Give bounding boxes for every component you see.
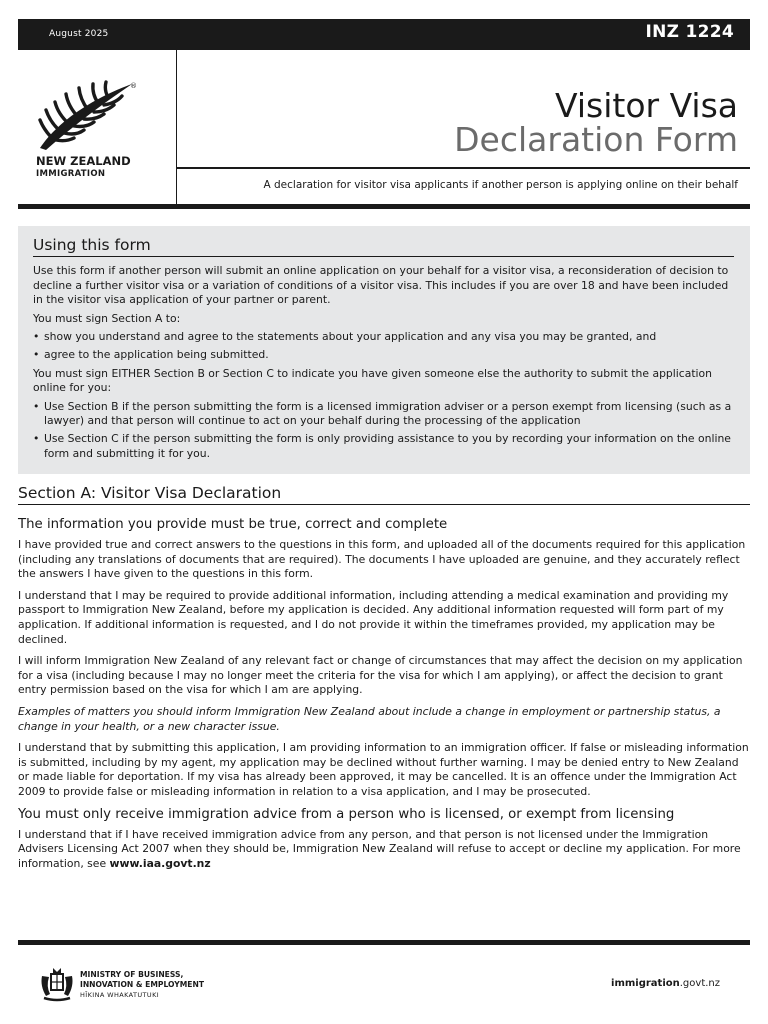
section-a-subheading-licensed-advice: You must only receive immigration advice from a person who is licensed, or exempt from licensing bbox=[18, 806, 675, 822]
logo-text-new-zealand: NEW ZEALAND bbox=[36, 154, 131, 168]
mbie-line-3: HĪKINA WHAKATUTUKI bbox=[80, 991, 160, 999]
using-form-heading: Using this form bbox=[33, 236, 734, 257]
list-item: • show you understand and agree to the statements about your application and any visa you may be granted, and bbox=[33, 330, 734, 345]
coat-of-arms-icon bbox=[38, 966, 76, 1002]
section-bc-bullets bbox=[33, 400, 734, 461]
footer-url-rest: .govt.nz bbox=[679, 978, 720, 989]
section-a-subheading-true-info: The information you provide must be true, correct and complete bbox=[18, 517, 448, 532]
header-bottom-rule bbox=[18, 204, 750, 209]
using-form-intro: Use this form if another person will submit an online application on your behalf for a visitor visa, a reconsideration of decision to decline a further visitor visa or a variation of conditions of a visitor visa. This includes if you are over 18 and have been included in the visitor visa application of your partner or parent. bbox=[33, 264, 729, 307]
section-a-bullets bbox=[33, 330, 734, 362]
form-description: A declaration for visitor visa applicants if another person is applying online on their behalf bbox=[263, 179, 738, 191]
declaration-paragraph-5: I understand that by submitting this application, I am providing information to an immigration officer. If false or misleading information is submitted, including by my agent, my application may be declined without further warning. I may be denied entry to New Zealand or made liable for deportation. If my visa has already been approved, it may be cancelled. It is an offence under the Immigration Act 2009 to provide false or misleading information in relation to a visa application, and I may be prosecuted. bbox=[18, 741, 749, 798]
form-date: August 2025 bbox=[49, 29, 109, 39]
form-number: INZ 1224 bbox=[645, 22, 734, 42]
mbie-logo-text bbox=[80, 970, 204, 1000]
list-item: • agree to the application being submitted. bbox=[33, 348, 734, 363]
declaration-paragraph-3: I will inform Immigration New Zealand of any relevant fact or change of circumstances that may affect the decision on my application for a visa (including because I may no longer meet the criteria for the visa for which I am applying), or affect the decision to grant entry permission based on the visa for which I am are applying. bbox=[18, 654, 743, 697]
mbie-line-1: MINISTRY OF BUSINESS, bbox=[80, 970, 184, 979]
iaa-link[interactable]: www.iaa.govt.nz bbox=[109, 856, 211, 870]
header-divider bbox=[176, 50, 177, 205]
page-title: Visitor Visa bbox=[555, 86, 738, 125]
using-this-form-box bbox=[18, 226, 750, 474]
licensing-text: I understand that if I have received immigration advice from any person, and that person is not licensed under the Immigration Advisers Licensing Act 2007 when they should be, Immigration New Zealand will refuse to accept or decline my application. For more information, see bbox=[18, 827, 741, 870]
declaration-examples: Examples of matters you should inform Immigration New Zealand about include a change in employment or partnership status, a change in your health, or a new character issue. bbox=[18, 704, 721, 733]
sign-section-bc-text: You must sign EITHER Section B or Section C to indicate you have given someone else the authority to submit the application online for you: bbox=[33, 366, 713, 395]
footer-rule bbox=[18, 940, 750, 945]
footer-url-bold: immigration bbox=[611, 978, 680, 989]
nz-immigration-logo bbox=[36, 80, 146, 190]
section-a bbox=[18, 484, 750, 878]
trademark-symbol: ® bbox=[130, 82, 137, 90]
declaration-paragraph-1: I have provided true and correct answers to the questions in this form, and uploaded all of the documents required for this application (including any translations of documents that are required). The documents I have uploaded are genuine, and they accurately reflect the answers I have given to the questions in this form. bbox=[18, 538, 746, 581]
list-item: • Use Section B if the person submitting the form is a licensed immigration adviser or a person exempt from licensing (such as a lawyer) and that person will continue to act on your behalf during the processing of the application bbox=[33, 400, 734, 429]
page-subtitle-title: Declaration Form bbox=[454, 120, 738, 159]
header-bar bbox=[18, 19, 750, 50]
sign-section-a-text: You must sign Section A to: bbox=[33, 311, 181, 325]
title-rule bbox=[177, 167, 750, 169]
silver-fern-icon bbox=[36, 80, 136, 152]
declaration-paragraph-6 bbox=[18, 828, 750, 872]
mbie-line-2: INNOVATION & EMPLOYMENT bbox=[80, 980, 205, 989]
list-item: • Use Section C if the person submitting the form is only providing assistance to you by recording your information on the online form and submitting it for you. bbox=[33, 432, 734, 461]
footer-website-link[interactable] bbox=[611, 978, 720, 989]
declaration-paragraph-2: I understand that I may be required to provide additional information, including attending a medical examination and providing my passport to Immigration New Zealand, before my application is decided. Any additional information requested will form part of my application. If additional information is requested, and I do not provide it within the timeframes provided, my application may be declined. bbox=[18, 588, 729, 646]
section-a-heading: Section A: Visitor Visa Declaration bbox=[18, 484, 750, 505]
logo-text-immigration: IMMIGRATION bbox=[36, 169, 106, 179]
